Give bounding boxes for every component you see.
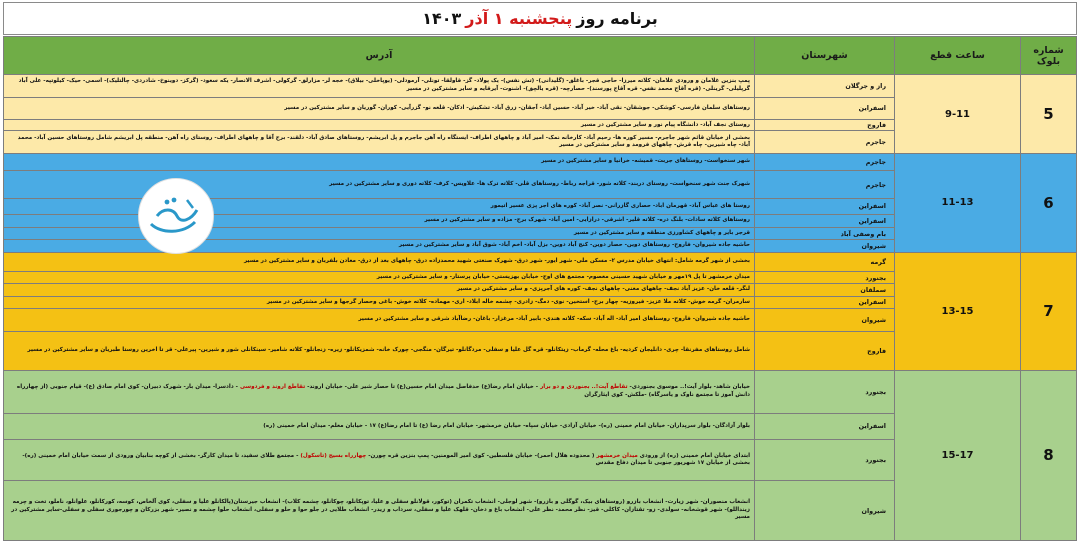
city-name: شیروان xyxy=(755,240,895,252)
block-number: 8 xyxy=(1021,370,1077,540)
address-segment: خیابان شاهد- بلوار آیت!.. موسوی بجنوردی- xyxy=(627,384,750,391)
city-name: جاجرم xyxy=(755,131,895,154)
city-name: اسفراین xyxy=(755,199,895,214)
address-text: حاشیه جاده شیروان- فاروج- روستاهای امیر آباد- اله آباد- سکه- کلاته هندی- بابیر آباد- مرغزار- باغان- رضاآباد شرقی و سایر مشترکین در مسیر xyxy=(4,308,755,331)
city-name: سملقان xyxy=(755,284,895,296)
city-name: بجنورد xyxy=(755,440,895,481)
city-name: اسفراین xyxy=(755,296,895,308)
address-text: روستاهای سلمان فارسی- کوشکی- جوشقان- نقی آباد- خیر آباد- حسین آباد- آجقان- زرق آباد- تشکیش- ادکان- قلعه نو- گزرآیی- کوران- گوریان و سایر مشترکین در مسیر xyxy=(4,97,755,120)
address-text: روستای نجف آباد- دانشگاه پیام نور و سایر مشترکین در مسیر xyxy=(4,120,755,131)
table-row xyxy=(4,252,1077,272)
address-text: پمپ بنزین غلامان و ورودی غلامان- کلاته میرزا- حاجی قجر- باغلق- (گلیدانی)- (تش نفس)- یک پولاد- گز- قاولقا- تونلی- آرمودلی- (یوپاخلی- بیلاق)- خجه لر- مزارلق- گرکولی- اشرف الانصار- یکه سعود- (گرکز- دوینوخ- شادردی- چالتلیک)- اسمی- حیک- کیلوتپه- علی آباد گرپلیلی- گرینلی- (قره آقاج محمد نفس- قره آقاج پورسند)- حصارچه- (قره یالچق)- اشنوت- آیرقایه و سایر مشترکین در مسیر xyxy=(4,75,755,98)
address-text xyxy=(4,370,755,413)
city-name: بجنورد xyxy=(755,370,895,413)
outage-time: 11-13 xyxy=(895,154,1021,252)
address-highlight: تقاطع اروند و فردوسی xyxy=(239,384,306,391)
city-name: شیروان xyxy=(755,308,895,331)
address-highlight: میدان خرمشهر xyxy=(596,452,638,459)
address-text: انشعاب منصوران- شهر زیارت- انشعاب بازرو (روستاهای بیک، گوگلی و بازرو)- شهر لوجلی- انشعاب تکمران (توکور، قولانلو سفلی و علیا، توپکانلو، چوکانلو، چشمه کلاب)- انشعاب جیرستان(پالکانلو علیا و سفلی، کوی آلخاص، کوسه، کورکانلو، علوانلو، ناملو، تخت و چرمه زینداللو)- شهر قوشخانه- سولدی- زو- تقتازان- کاکلی- قیز- نظر محمد- نظر علی- انشعاب باغ و دخان- قلهک علیا و سفلی، سرداب و زیدر- انشعاب طلایی در جلو حوا و حلو و سفلی، انشعاب حلوا چشمه و نصیر- شهر بزرکان و چورجوری سفلی و سفلی-سایر مشترکین در مسیر xyxy=(4,481,755,541)
title-highlight: پنجشنبه ۱ آذر xyxy=(465,9,573,28)
watermark-icon xyxy=(143,190,209,242)
address-text: روستاهای کلاته سادات- بلنگ دره- کلاته قلیر- اشرقی- درازایی- امین آباد- شهرک برج- مزاده و سایر مشترکین در مسیر xyxy=(4,214,755,227)
city-name: شیروان xyxy=(755,481,895,541)
header-block: شماره بلوک xyxy=(1021,37,1077,75)
block-number: 5 xyxy=(1021,75,1077,154)
address-text xyxy=(4,440,755,481)
address-segment: - دادسرا- میدان بار- شهرک دبیران- کوی امام صادق (ع)- قیام جنوبی (از چهارراه دانش آموز تا مجتمع ناوک و یاسرگاه) -ملکش- کوی ایثارگران xyxy=(16,384,750,398)
city-name: فاروج xyxy=(755,120,895,131)
address-text: شهرک جنت شهر سنخواست- روستای دربند- کلاته شور- قراجه رباط- روستاهای قلی- کلاته ترک ها- علاویس- کرف- کلاته دوری و سایر مشترکین در مسیر xyxy=(4,171,755,199)
header-time: ساعت قطع xyxy=(895,37,1021,75)
address-highlight: چهارراه بسیج (تاسکول) xyxy=(300,452,367,459)
address-text: سارمران- گرمه خوش- کلاته ملا عزیز- فیروزیه- چهار برج- استخین- نوی- دمگ- زادری- چشمه خاله ابلاد- اری- مهماده- کلاته خوش- باغی وحصار گرجها و سایر مشترکین در مسیر xyxy=(4,296,755,308)
address-text: بخشی از شهر گرمه شامل: انتهای خیابان مدرس ۲- مسکن ملی- شهر ایور- شهر درق- شهرک صنعتی شهید محمدزاده درق- چاههای بعد از درق- معادن بلفربان و سایر مشترکین در مسیر xyxy=(4,252,755,272)
address-text: قرجر بایر و چاههای کشاورزی منطقه و سایر مشترکین در مسیر xyxy=(4,227,755,239)
header-address: آدرس xyxy=(4,37,755,75)
city-name: اسفراین xyxy=(755,413,895,440)
watermark-logo xyxy=(138,178,214,254)
table-row xyxy=(4,154,1077,171)
header-row xyxy=(4,37,1077,75)
address-highlight: تقاطع آیت!.. بجنوردی و دو برار xyxy=(540,384,628,391)
city-name: راز و جرگلان xyxy=(755,75,895,98)
city-name: بام وصفی آباد xyxy=(755,227,895,239)
block-number: 6 xyxy=(1021,154,1077,252)
title-prefix: برنامه روز xyxy=(576,9,658,28)
city-name: جاجرم xyxy=(755,171,895,199)
block-number: 7 xyxy=(1021,252,1077,370)
address-text: میدان خرمشهر تا پل ۱۹مهر و خیابان شهید حسینی معصوم- مجتمع های اوج- خیابان بهزیستی- خیابان پرستار- و سایر مشترکین در مسیر xyxy=(4,272,755,284)
city-name: فاروج xyxy=(755,331,895,370)
address-segment: ( محدوده هلال احمر)- خیابان فلسطین- کوی امیر المومنین- پمپ بنزین قره چورن- xyxy=(366,452,597,459)
table-row xyxy=(4,370,1077,413)
title-year: ۱۴۰۳ xyxy=(422,9,462,28)
address-text: حاشیه جاده شیروان- فاروج- روستاهای دوین- حصار دوین- کنج آباد دوین- بزل آباد- اخم آباد- شوق آباد و سایر مشترکین در مسیر xyxy=(4,240,755,252)
outage-table xyxy=(3,36,1077,541)
address-segment: - خیابان امام رضا(ع) حدفاصل میدان امام حسین(ع) تا حصار شیر علی- خیابان اروند- xyxy=(305,384,541,391)
address-text: روستا های عباس آباد- قهرمان اباد- حصاری گازرانی- نصر آباد- کوره های اجر پزی عسیر اتیمور xyxy=(4,199,755,214)
address-text: شامل روستاهای مفرنقا- چری- دانلیجان کردیه- باغ محله- گرماب- زیتکانلو- قره گل علیا و سفلی- مردگانلو- تیرگان- منگجی- چورک خانه- شمزیکانلو- زیره- زنجانلو- کلاته شامیر- سینکانلی شور و شیرین- پیرعلی- قر تا اخرین روستا طبریان و سایر مشترکین در مسیر xyxy=(4,331,755,370)
address-text: لنگر- قلعه خان- عزیز آباد نجف- چاههای معنی- چاههای نجف- کوره های آجرپزی- و سایر مشترکین در مسیر xyxy=(4,284,755,296)
address-text: شهر سنخواست- روستاهای جربت- قمیشه- خرانیا و سایر مشترکین در مسیر xyxy=(4,154,755,171)
city-name: بجنورد xyxy=(755,272,895,284)
outage-time: 15-17 xyxy=(895,370,1021,540)
address-segment: ابتدای خیابان امام خمینی (ره) از ورودی xyxy=(637,452,750,459)
address-text: بخشی از خیابان قائم شهر جاجرم- مسیر کوره ها- رحیم آباد- کارخانه نمک- امیر آباد و چاههای اطراف- ایستگاه راه آهن جاجرم و پل ابریشم- روستاهای صادق آباد- دلقند- برج آقا و چاههای اطراف- روستای راه آهن- منطقه پل ابریشم شامل روستاهای حسین آباد- محمد آباد- چاه شیرین- چاه قرش- چاههای فرومد و سایر مشترکین در مسیر xyxy=(4,131,755,154)
city-name: جاجرم xyxy=(755,154,895,171)
outage-time: 9-11 xyxy=(895,75,1021,154)
address-text: بلوار آزادگان- بلوار سرپداران- خیابان امام خمینی (ره)- خیابان آزادی- خیابان سپاه- خیابان خرمشهر- خیابان امام رضا (ع) تا امام رضا(ع) ۱۷ - خیابان معلم- میدان امام خمینی (ره) xyxy=(4,413,755,440)
city-name: گرمه xyxy=(755,252,895,272)
header-city: شهرستان xyxy=(755,37,895,75)
page-title xyxy=(3,2,1077,35)
address-segment: - مجتمع طلای سفید، تا میدان کارگر- بخشی از کوچه بنابیان ورودی از سمت خیابان امام خمینی (ره)- بخشی از خیابان ۱۷ شهریور جنوبی تا میدان دفاع مقدس xyxy=(22,452,750,467)
city-name: اسفراین xyxy=(755,214,895,227)
city-name: اسفراین xyxy=(755,97,895,120)
outage-time: 13-15 xyxy=(895,252,1021,370)
table-row xyxy=(4,75,1077,98)
